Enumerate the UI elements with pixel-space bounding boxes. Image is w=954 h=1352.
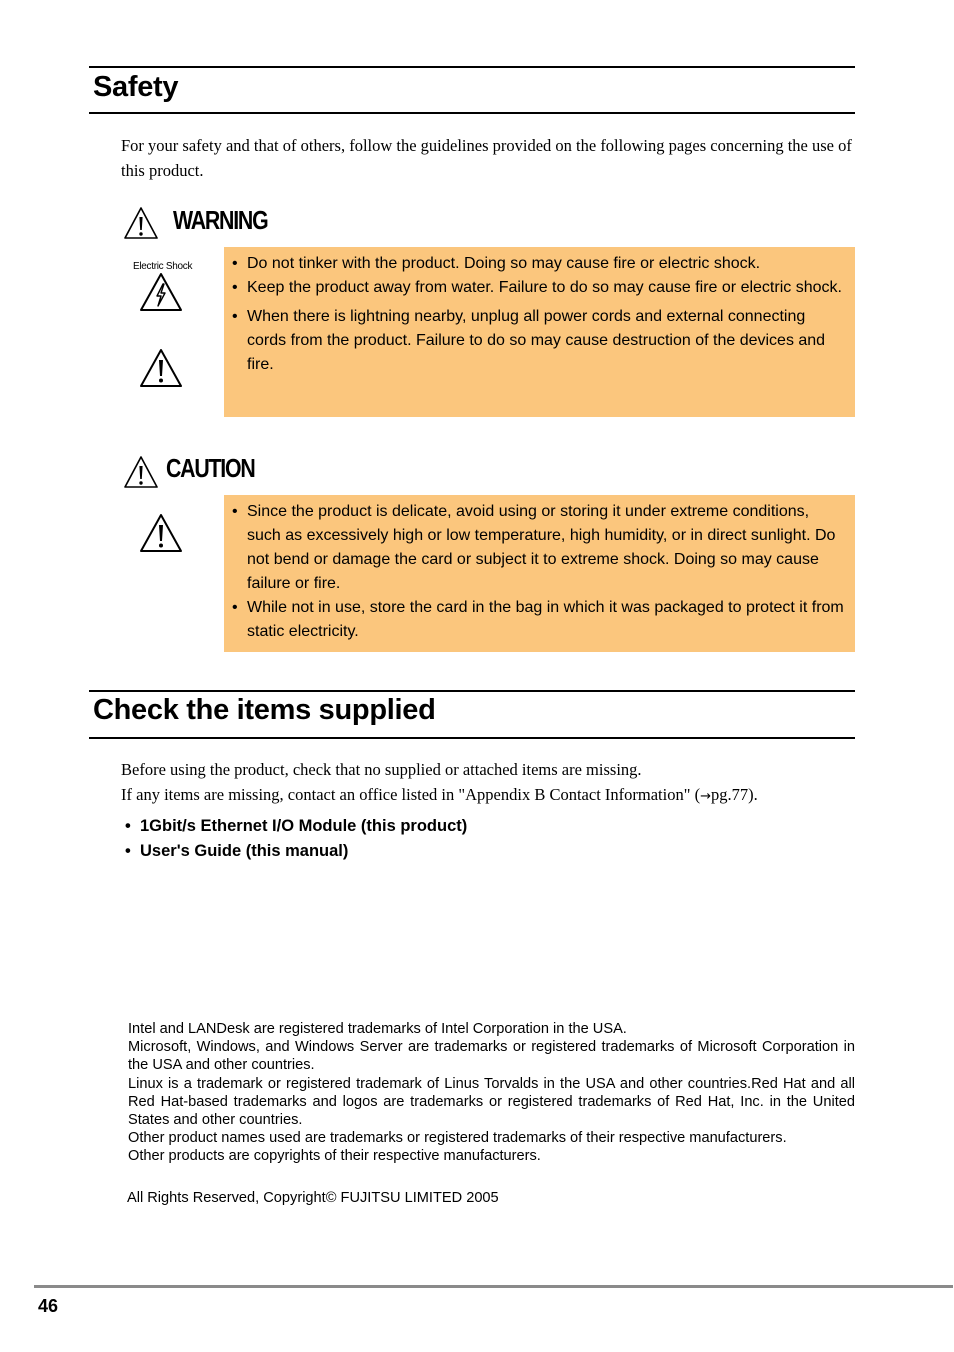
warning-box xyxy=(224,247,855,417)
reference-arrow-icon: → xyxy=(700,789,711,804)
warning-item-1: • Do not tinker with the product. Doing so may cause fire or electric shock. xyxy=(231,252,847,276)
caution-triangle-icon xyxy=(123,455,159,489)
legal-paragraph: Other product names used are trademarks or registered trademarks of their respective manufacturers. xyxy=(128,1130,787,1147)
items-title: Check the items supplied xyxy=(93,694,436,726)
list-item: • 1Gbit/s Ethernet I/O Module (this product) xyxy=(124,814,467,839)
legal-notices xyxy=(128,1020,855,1166)
safety-title: Safety xyxy=(93,71,179,103)
legal-paragraph: Linux is a trademark or registered trademark of Linus Torvalds in the USA and other countries.Red Hat and all Red Hat-based trademarks and logos are trademarks or registered trademarks of Red Hat, Inc. in the United States and other countries. xyxy=(128,1075,855,1129)
items-intro-line-1: Before using the product, check that no supplied or attached items are missing. xyxy=(121,760,642,779)
legal-paragraph: Microsoft, Windows, and Windows Server are trademarks or registered trademarks of Microsoft Corporation in the USA and other countries. xyxy=(128,1039,855,1074)
legal-paragraph: Other products are copyrights of their respective manufacturers. xyxy=(128,1148,541,1165)
warning-item-2: • Keep the product away from water. Failure to do so may cause fire or electric shock. xyxy=(231,276,847,300)
electric-shock-icon xyxy=(139,272,183,312)
caution-item-2: • While not in use, store the card in the bag in which it was packaged to protect it from static electricity. xyxy=(231,596,847,644)
caution-item-1: • Since the product is delicate, avoid using or storing it under extreme conditions, such as excessively high or low temperature, high humidity, or in direct sunlight. Do not bend or damage the card or subject it to extreme shock. Doing so may cause failure or fire. xyxy=(231,500,847,596)
legal-paragraph: Intel and LANDesk are registered trademarks of Intel Corporation in the USA. xyxy=(128,1021,627,1037)
warning-label: WARNING xyxy=(173,205,268,235)
copyright-notice: All Rights Reserved, Copyright© FUJITSU LIMITED 2005 xyxy=(127,1190,499,1206)
page-number: 46 xyxy=(38,1296,59,1316)
warning-item-3: • When there is lightning nearby, unplug all power cords and external connecting cords from the product. Failure to do so may cause destruction of the devices and fire. xyxy=(231,305,847,377)
list-item: • User's Guide (this manual) xyxy=(124,839,467,864)
items-list xyxy=(124,814,467,864)
items-intro-line-2 xyxy=(121,782,881,809)
warning-group-2 xyxy=(231,305,847,377)
caution-label: CAUTION xyxy=(166,453,255,483)
caution-box xyxy=(224,495,855,652)
warning-triangle-icon xyxy=(123,206,159,240)
general-caution-icon xyxy=(139,348,183,388)
safety-intro: For your safety and that of others, follow the guidelines provided on the following pages concerning the use of this product. xyxy=(121,136,852,180)
items-intro xyxy=(121,757,881,809)
items-intro-suffix: pg.77). xyxy=(710,785,758,804)
warning-group-1 xyxy=(231,252,847,300)
footer-rule xyxy=(34,1285,953,1288)
safety-heading-bar xyxy=(89,66,855,114)
items-heading-bar xyxy=(89,690,855,739)
items-intro-prefix: If any items are missing, contact an office listed in "Appendix B Contact Information" ( xyxy=(121,785,701,804)
caution-general-icon xyxy=(139,513,183,553)
electric-shock-label: Electric Shock xyxy=(133,261,193,272)
